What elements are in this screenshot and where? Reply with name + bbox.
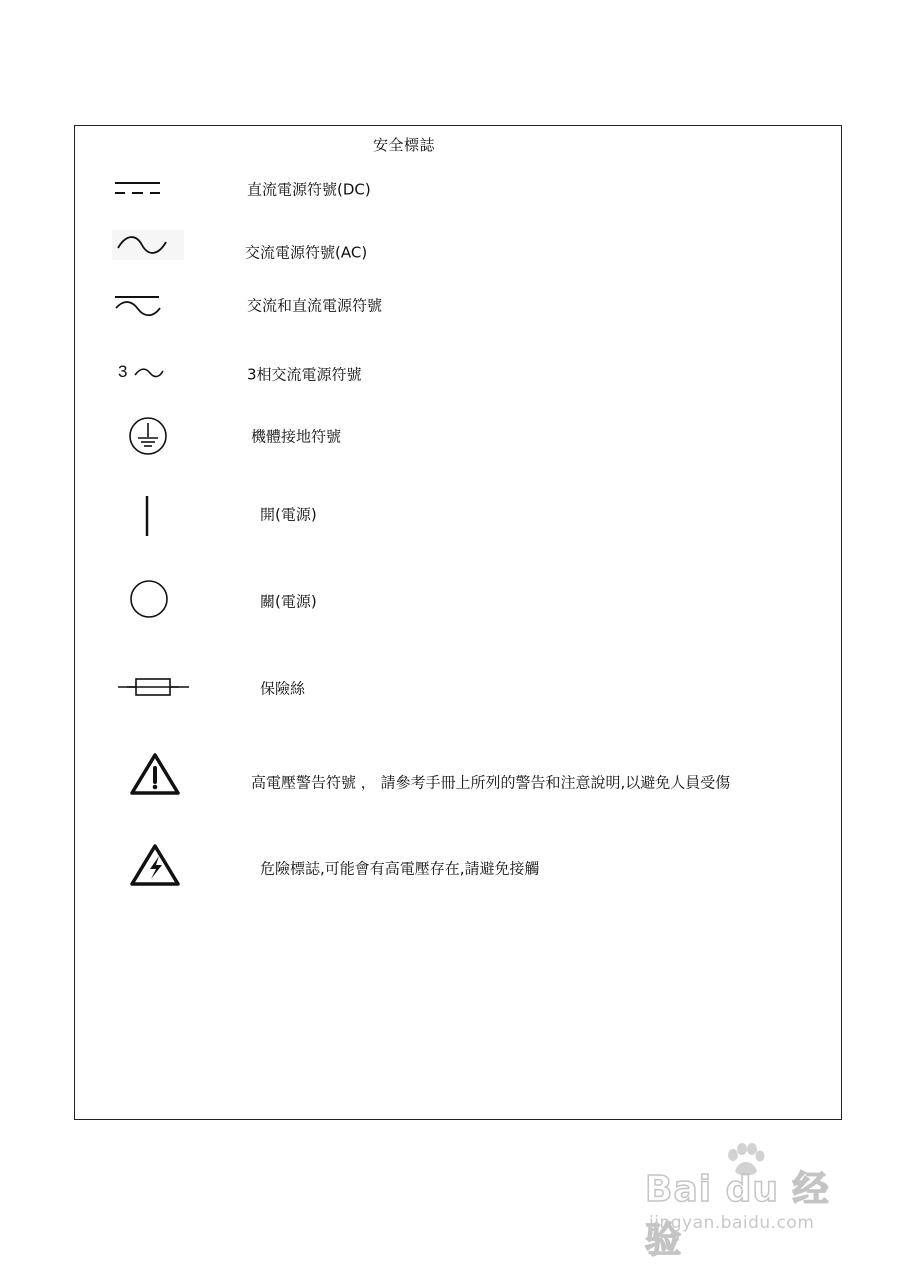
symbol-label-caution: 高電壓警告符號 ， 請參考手冊上所列的警告和注意說明,以避免人員受傷 bbox=[251, 773, 731, 792]
three-phase-ac-symbol-icon bbox=[118, 362, 166, 384]
power-on-icon bbox=[142, 494, 152, 538]
symbol-label-power-off: 關(電源) bbox=[260, 592, 317, 611]
watermark-url: jingyan.baidu.com bbox=[649, 1213, 815, 1233]
symbol-label-ac-dc: 交流和直流電源符號 bbox=[247, 296, 383, 315]
symbol-label-high-voltage: 危險標誌,可能會有高電壓存在,請避免接觸 bbox=[260, 859, 540, 878]
document-frame bbox=[74, 125, 842, 1120]
high-voltage-triangle-icon bbox=[129, 843, 181, 887]
three-phase-digit: 3 bbox=[118, 362, 128, 381]
ac-symbol-icon bbox=[112, 230, 184, 260]
symbol-label-dc: 直流電源符號(DC) bbox=[247, 180, 371, 199]
watermark-logo: Bai du 经验 bbox=[645, 1169, 830, 1261]
fuse-icon bbox=[117, 675, 191, 699]
baidu-watermark bbox=[645, 1143, 855, 1261]
symbol-label-earth: 機體接地符號 bbox=[251, 427, 342, 446]
protective-earth-icon bbox=[127, 415, 169, 457]
power-off-icon bbox=[128, 578, 170, 620]
page-title: 安全標誌 bbox=[373, 136, 436, 154]
caution-triangle-icon bbox=[129, 752, 181, 796]
ac-dc-symbol-icon bbox=[113, 294, 163, 322]
dc-symbol-icon bbox=[114, 180, 164, 196]
symbol-label-fuse: 保險絲 bbox=[260, 679, 306, 698]
symbol-label-three-phase: 3相交流電源符號 bbox=[247, 365, 362, 384]
symbol-label-ac: 交流電源符號(AC) bbox=[245, 243, 368, 262]
symbol-label-power-on: 開(電源) bbox=[260, 505, 317, 524]
